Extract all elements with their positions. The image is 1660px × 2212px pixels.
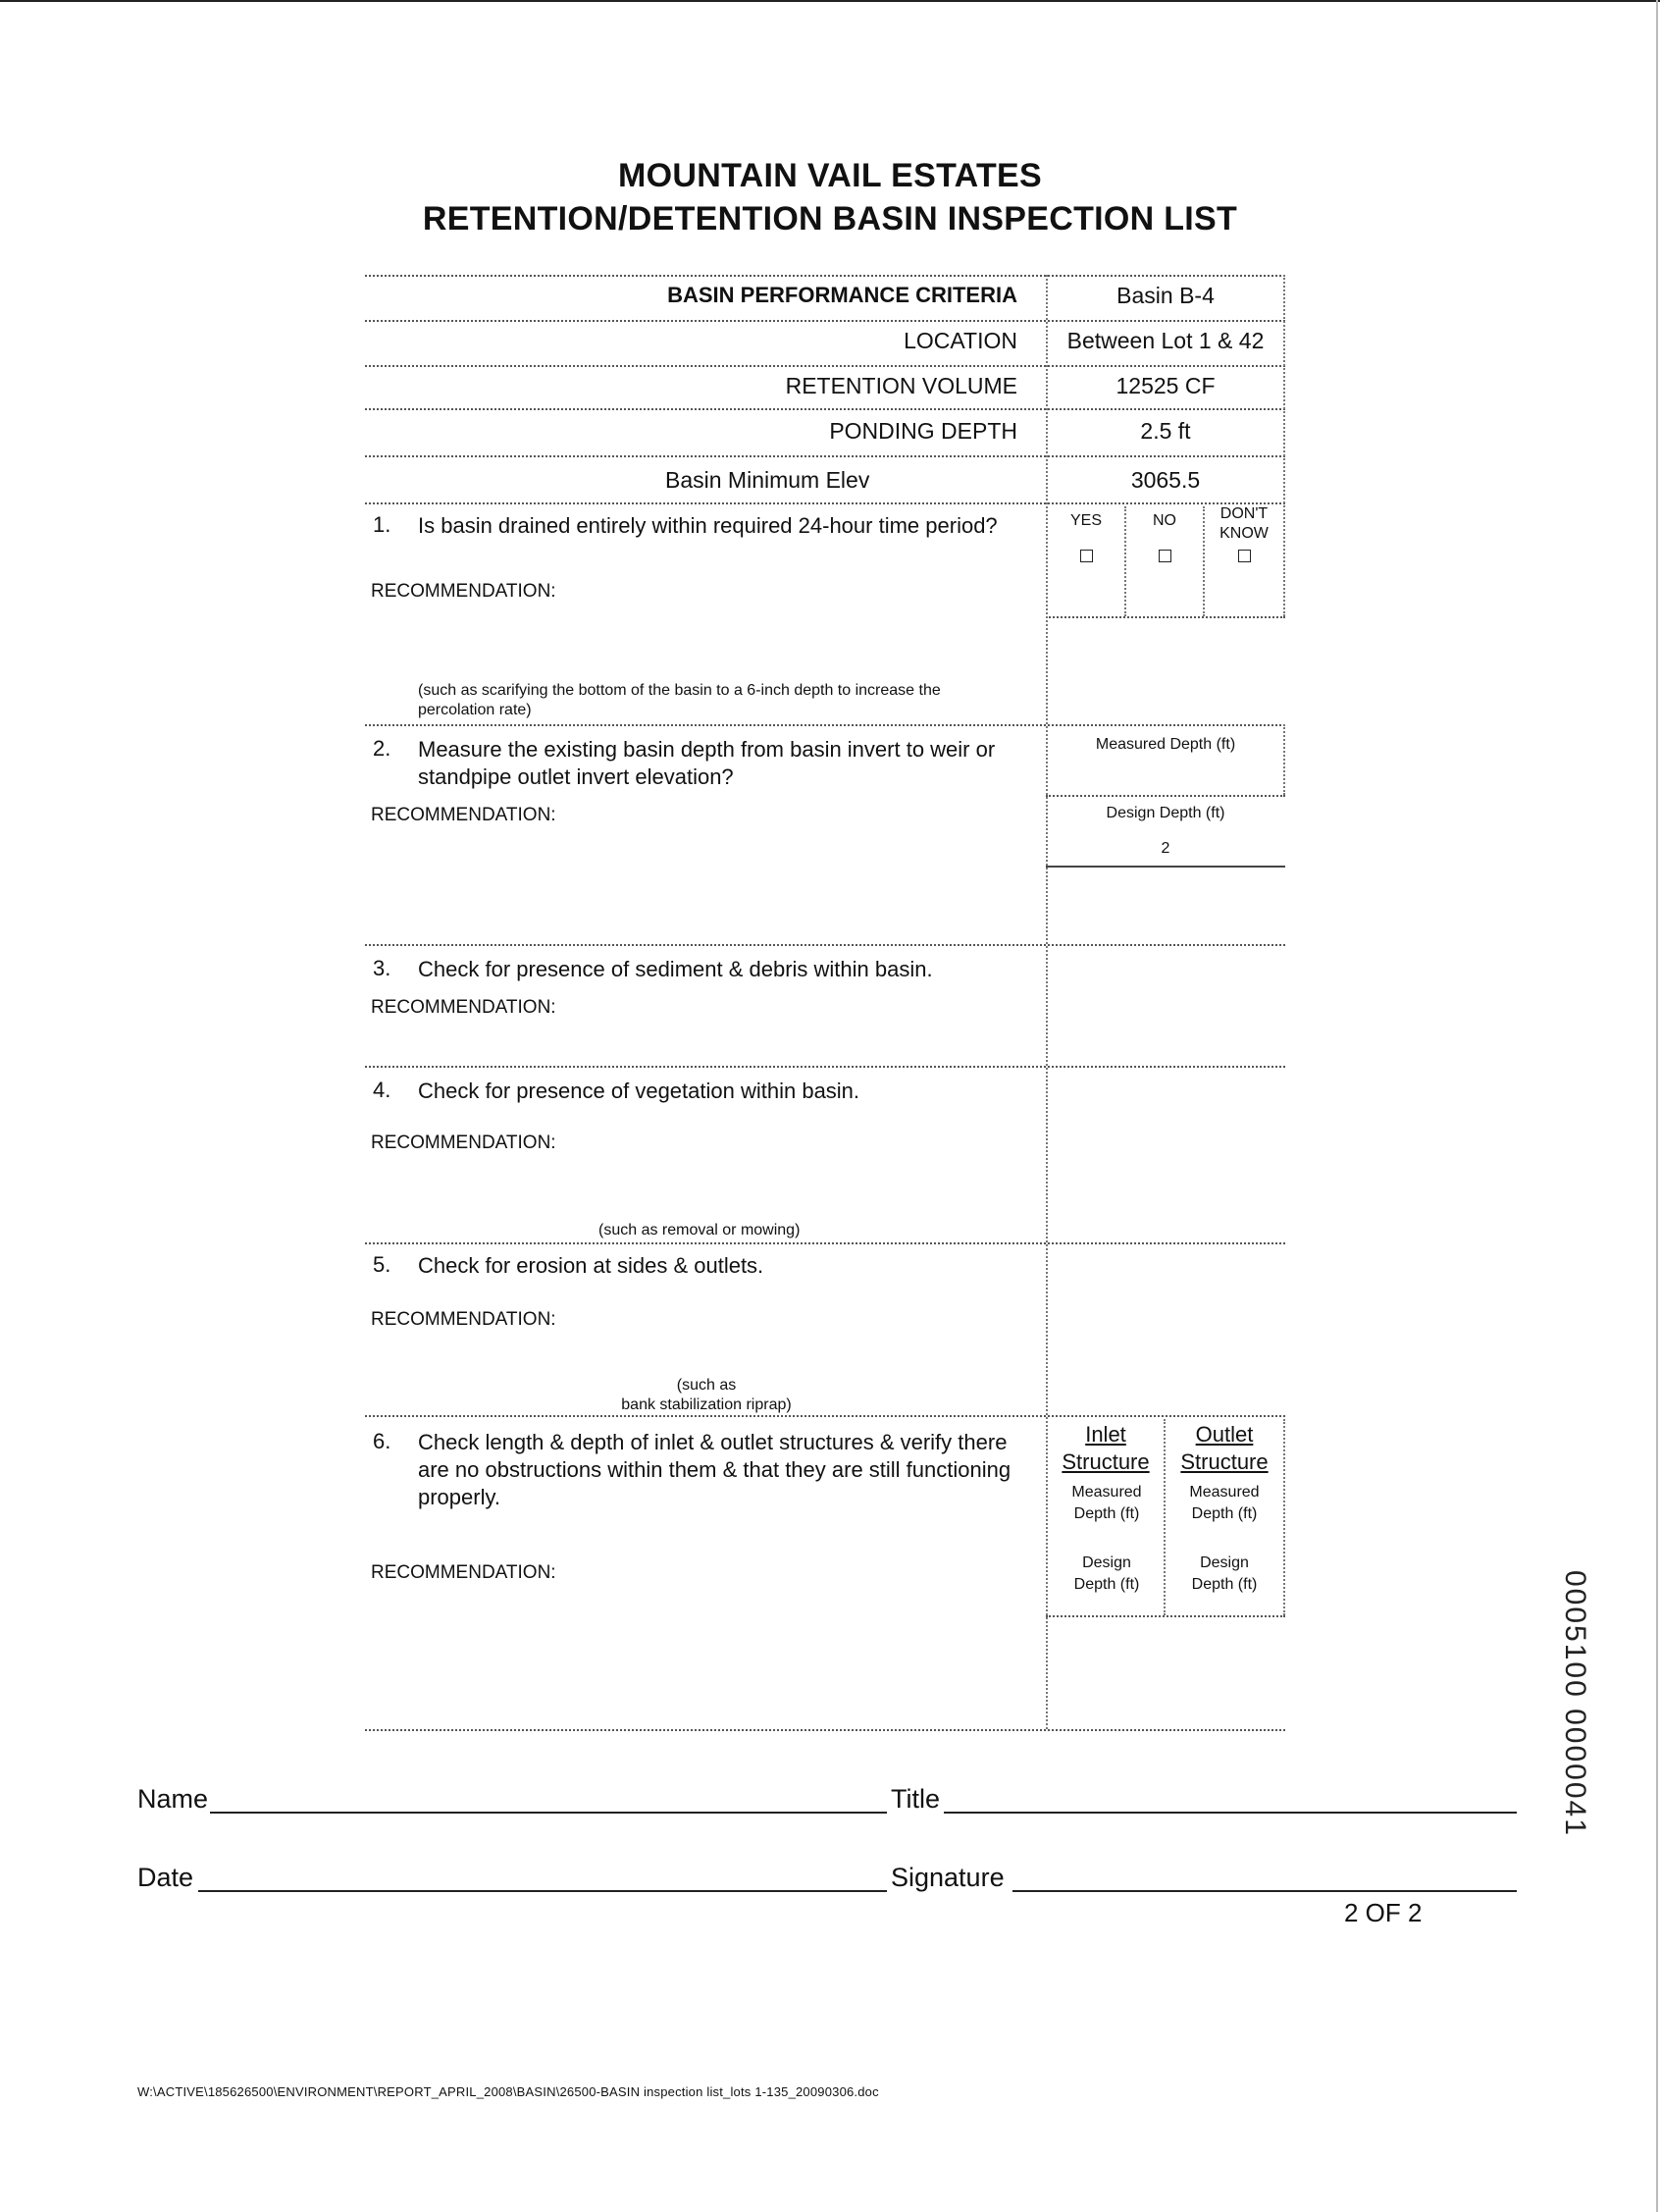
item-3-recommendation-label: RECOMMENDATION:	[371, 997, 556, 1018]
item-2-question: Measure the existing basin depth from basin invert to weir or standpipe outlet invert elevation?	[418, 737, 996, 789]
option-no-label: NO	[1153, 512, 1176, 529]
table-rule	[365, 502, 1285, 504]
table-top-rule	[365, 275, 1285, 277]
table-rule	[365, 1242, 1285, 1244]
basin-id: Basin B-4	[1116, 283, 1215, 308]
item-5-question: Check for erosion at sides & outlets.	[418, 1253, 764, 1278]
location-value: Between Lot 1 & 42	[1066, 328, 1265, 353]
item-6-number: 6.	[373, 1429, 391, 1453]
document-title-line2: RETENTION/DETENTION BASIN INSPECTION LIST	[422, 200, 1238, 237]
item-6-recommendation-label: RECOMMENDATION:	[371, 1562, 556, 1583]
measured-box-border	[1283, 724, 1285, 795]
basin-min-elev-value: 3065.5	[1130, 467, 1201, 493]
checkbox-area-rule	[1046, 616, 1285, 618]
page-number: 2 OF 2	[1344, 1898, 1423, 1927]
date-field-line[interactable]	[198, 1890, 887, 1892]
item-1-number: 1.	[373, 512, 391, 537]
item-5-recommendation-label: RECOMMENDATION:	[371, 1309, 556, 1330]
item-4-hint: (such as removal or mowing)	[598, 1222, 801, 1238]
structure-col-divider	[1164, 1419, 1166, 1615]
ponding-depth-value: 2.5 ft	[1140, 418, 1191, 444]
file-path-footer: W:\ACTIVE\185626500\ENVIRONMENT\REPORT_APRIL_2008\BASIN\26500-BASIN inspection list_lots 1-135_20090306.doc	[137, 2084, 879, 2099]
item-4-recommendation-label: RECOMMENDATION:	[371, 1132, 556, 1153]
table-rule	[365, 1415, 1285, 1417]
table-rule	[365, 944, 1285, 946]
table-bottom-rule	[365, 1729, 1285, 1731]
structure-box-border	[1283, 1419, 1285, 1615]
retention-volume-value: 12525 CF	[1115, 373, 1216, 398]
item-1-hint: (such as scarifying the bottom of the basin to a 6-inch depth to increase the percolation rate)	[418, 682, 941, 718]
inlet-measured-depth-label: Measured Depth (ft)	[1071, 1484, 1142, 1522]
name-field-line[interactable]	[210, 1812, 887, 1814]
table-rule	[365, 724, 1285, 726]
table-rule	[365, 365, 1285, 367]
document-title-line1: MOUNTAIN VAIL ESTATES	[618, 157, 1042, 194]
option-dont-know-checkbox[interactable]	[1238, 550, 1251, 562]
bates-stamp	[1550, 1570, 1599, 1845]
table-right-border	[1283, 275, 1285, 616]
outlet-structure-heading: Outlet Structure	[1180, 1422, 1269, 1474]
option-yes-label: YES	[1069, 512, 1102, 529]
item-4-question: Check for presence of vegetation within basin.	[418, 1079, 860, 1103]
structure-box-rule	[1046, 1615, 1285, 1617]
ponding-depth-label: PONDING DEPTH	[829, 418, 1017, 444]
item-5-hint-line2: bank stabilization riprap)	[621, 1396, 792, 1413]
inlet-structure-heading: Inlet Structure	[1062, 1422, 1150, 1474]
item-1-recommendation-label: RECOMMENDATION:	[371, 581, 556, 602]
name-label: Name	[137, 1784, 209, 1814]
item-6-question: Check length & depth of inlet & outlet structures & verify there are no obstructions within them & that they are still functioning properly.	[418, 1430, 1012, 1509]
table-rule	[365, 408, 1285, 410]
outlet-measured-depth-label: Measured Depth (ft)	[1189, 1484, 1260, 1522]
design-depth-underline	[1046, 866, 1285, 868]
item-2-recommendation-label: RECOMMENDATION:	[371, 805, 556, 825]
title-field-line[interactable]	[944, 1812, 1517, 1814]
measured-box-rule	[1046, 795, 1285, 797]
item-4-number: 4.	[373, 1078, 391, 1102]
table-rule	[365, 1066, 1285, 1068]
item-3-number: 3.	[373, 956, 391, 980]
bates-stamp-text: 0005100 0000041	[1559, 1570, 1591, 1837]
table-rule	[365, 320, 1285, 322]
item-3-question: Check for presence of sediment & debris within basin.	[418, 957, 933, 981]
item-5-number: 5.	[373, 1252, 391, 1277]
item-2-design-depth-value: 2	[1161, 840, 1170, 857]
outlet-design-depth-label: Design Depth (ft)	[1191, 1554, 1258, 1593]
item-5-hint-line1: (such as	[676, 1377, 737, 1394]
table-rule	[365, 455, 1285, 457]
criteria-heading: BASIN PERFORMANCE CRITERIA	[667, 283, 1017, 307]
signature-label: Signature	[891, 1863, 1005, 1892]
inlet-design-depth-label: Design Depth (ft)	[1073, 1554, 1140, 1593]
title-label: Title	[891, 1784, 941, 1814]
item-1-question: Is basin drained entirely within required 24-hour time period?	[418, 513, 998, 538]
option-dont-know-label: DON'T KNOW	[1219, 505, 1269, 542]
item-2-measured-depth-label: Measured Depth (ft)	[1095, 736, 1236, 753]
item-2-design-depth-label: Design Depth (ft)	[1106, 805, 1225, 821]
option-yes-checkbox[interactable]	[1080, 550, 1093, 562]
retention-volume-label: RETENTION VOLUME	[785, 373, 1017, 398]
date-label: Date	[137, 1863, 194, 1892]
page-top-border	[0, 0, 1660, 2]
option-no-checkbox[interactable]	[1159, 550, 1171, 562]
signature-field-line[interactable]	[1012, 1890, 1517, 1892]
item-2-number: 2.	[373, 736, 391, 761]
basin-min-elev-label: Basin Minimum Elev	[665, 467, 870, 493]
page-right-edge	[1656, 0, 1658, 2212]
location-label: LOCATION	[904, 328, 1017, 353]
